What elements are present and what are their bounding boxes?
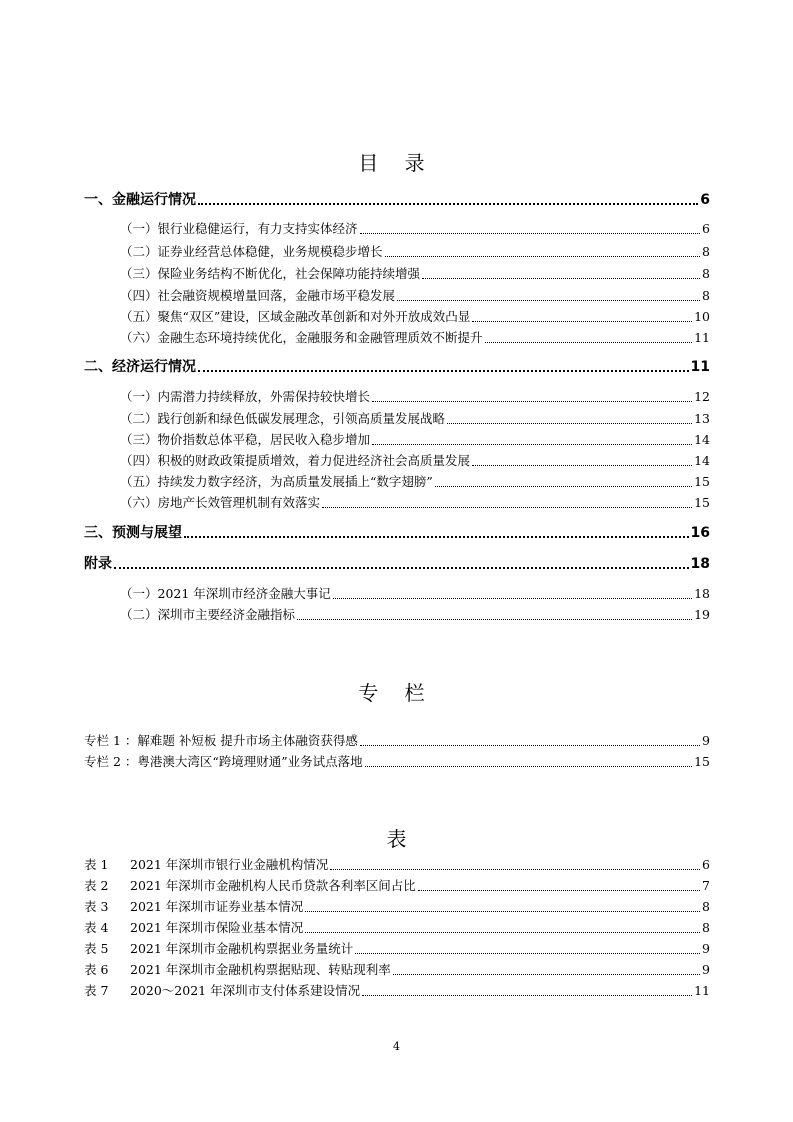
toc-item-1-2[interactable] (120, 244, 710, 260)
section-page: 6 (700, 192, 710, 208)
leader-dots (198, 370, 689, 372)
toc-item-2-5[interactable] (120, 474, 710, 490)
item-page: 9 (702, 941, 710, 956)
toc-section-3[interactable] (84, 525, 710, 541)
leader-dots (305, 911, 700, 912)
table-item-3[interactable] (84, 899, 710, 915)
item-text (84, 857, 328, 873)
leader-dots (372, 401, 692, 402)
item-text: （一）2021 年深圳市经济金融大事记 (120, 586, 331, 601)
item-page: 8 (702, 266, 710, 281)
item-text: （二）证券业经营总体稳健，业务规模稳步增长 (120, 244, 383, 259)
leader-dots (184, 536, 689, 538)
item-text (84, 899, 303, 915)
item-page: 6 (702, 857, 710, 872)
section-title: 三、预测与展望 (84, 525, 182, 541)
toc-item-2-6[interactable] (120, 495, 710, 511)
toc-section-1[interactable] (84, 192, 710, 208)
item-text: （一）内需潜力持续释放，外需保持较快增长 (120, 389, 371, 404)
leader-dots (360, 745, 700, 746)
leader-dots (435, 486, 692, 487)
leader-dots (372, 444, 692, 445)
section-page: 11 (690, 359, 710, 375)
item-label: 表 7 (84, 983, 109, 998)
table-item-6[interactable] (84, 962, 710, 978)
leader-dots (198, 203, 698, 205)
tables-title: 表 (386, 827, 407, 851)
item-text: （五）聚焦“双区”建设，区域金融改革创新和对外开放成效凸显 (120, 309, 471, 324)
toc-title: 目 录 (358, 151, 435, 175)
item-page: 11 (694, 983, 710, 998)
column-item-1[interactable] (84, 733, 710, 749)
leader-dots (305, 932, 700, 933)
leader-dots (422, 278, 700, 279)
section-page: 18 (690, 556, 710, 572)
item-text: （三）保险业务结构不断优化，社会保障功能持续增强 (120, 266, 421, 281)
item-label: 表 6 (84, 962, 109, 977)
section-title: 二、经济运行情况 (84, 359, 196, 375)
item-page: 15 (694, 754, 710, 769)
item-page: 7 (702, 878, 710, 893)
leader-dots (472, 321, 692, 322)
toc-item-2-1[interactable] (120, 389, 710, 405)
item-text (84, 962, 391, 978)
toc-item-2-2[interactable] (120, 411, 710, 427)
item-page: 9 (702, 733, 710, 748)
leader-dots (355, 953, 700, 954)
item-label: 表 4 (84, 920, 109, 935)
item-page: 8 (702, 899, 710, 914)
leader-dots (397, 300, 700, 301)
item-page: 10 (694, 309, 710, 324)
item-title: 2021 年深圳市金融机构人民币贷款各利率区间占比 (130, 878, 416, 893)
column-item-2[interactable] (84, 754, 710, 770)
item-page: 8 (702, 244, 710, 259)
leader-dots (114, 567, 689, 569)
leader-dots (297, 619, 692, 620)
item-page: 14 (694, 432, 710, 447)
toc-item-1-3[interactable] (120, 266, 710, 282)
item-page: 12 (694, 389, 710, 404)
leader-dots (472, 465, 692, 466)
item-label: 表 1 (84, 857, 109, 872)
item-title: 2021 年深圳市金融机构票据贴现、转贴现利率 (130, 962, 391, 977)
item-text: 专栏 1 ：解难题 补短板 提升市场主体融资获得感 (84, 733, 358, 748)
item-page: 9 (702, 962, 710, 977)
leader-dots (393, 974, 700, 975)
item-label: 表 2 (84, 878, 109, 893)
item-text: （四）积极的财政政策提质增效，着力促进经济社会高质量发展 (120, 453, 471, 468)
item-text (84, 920, 303, 936)
item-page: 13 (694, 411, 710, 426)
columns-title: 专 栏 (358, 681, 435, 705)
item-text (84, 941, 353, 957)
item-page: 8 (702, 920, 710, 935)
toc-section-2[interactable] (84, 359, 710, 375)
item-title: 2021 年深圳市保险业基本情况 (130, 920, 304, 935)
toc-item-1-5[interactable] (120, 309, 710, 325)
item-text: （二）深圳市主要经济金融指标 (120, 607, 296, 622)
page-number: 4 (393, 1040, 400, 1053)
item-page: 15 (694, 495, 710, 510)
toc-item-4-2[interactable] (120, 607, 710, 623)
leader-dots (447, 423, 692, 424)
leader-dots (418, 890, 700, 891)
table-item-1[interactable] (84, 857, 710, 873)
item-text: （一）银行业稳健运行，有力支持实体经济 (120, 221, 358, 236)
leader-dots (362, 995, 692, 996)
item-text (84, 983, 360, 999)
leader-dots (360, 233, 701, 234)
item-label: 表 5 (84, 941, 109, 956)
item-page: 15 (694, 474, 710, 489)
table-item-2[interactable] (84, 878, 710, 894)
item-text (84, 878, 416, 894)
leader-dots (322, 507, 692, 508)
item-text: （六）金融生态环境持续优化，金融服务和金融管理质效不断提升 (120, 330, 483, 345)
item-text: （三）物价指数总体平稳，居民收入稳步增加 (120, 432, 371, 447)
item-text: 专栏 2 ：粤港澳大湾区“跨境理财通”业务试点落地 (84, 754, 363, 769)
item-page: 6 (702, 221, 710, 236)
item-page: 19 (694, 607, 710, 622)
leader-dots (385, 256, 701, 257)
item-page: 18 (694, 586, 710, 601)
item-label: 表 3 (84, 899, 109, 914)
item-text: （六）房地产长效管理机制有效落实 (120, 495, 321, 510)
item-text: （二）践行创新和绿色低碳发展理念，引领高质量发展战略 (120, 411, 446, 426)
item-title: 2020～2021 年深圳市支付体系建设情况 (130, 983, 361, 998)
leader-dots (365, 766, 692, 767)
table-item-5[interactable] (84, 941, 710, 957)
item-text: （五）持续发力数字经济，为高质量发展插上“数字翅膀” (120, 474, 433, 489)
item-page: 11 (694, 330, 710, 345)
toc-item-4-1[interactable] (120, 586, 710, 602)
item-title: 2021 年深圳市银行业金融机构情况 (130, 857, 329, 872)
toc-section-appendix[interactable] (84, 556, 710, 572)
leader-dots (485, 342, 693, 343)
item-title: 2021 年深圳市证券业基本情况 (130, 899, 304, 914)
section-title: 一、金融运行情况 (84, 192, 196, 208)
leader-dots (330, 869, 700, 870)
toc-item-1-6[interactable] (120, 330, 710, 346)
item-text: （四）社会融资规模增量回落，金融市场平稳发展 (120, 288, 396, 303)
toc-item-2-3[interactable] (120, 432, 710, 448)
table-item-4[interactable] (84, 920, 710, 936)
table-item-7[interactable] (84, 983, 710, 999)
toc-item-1-4[interactable] (120, 288, 710, 304)
leader-dots (333, 598, 692, 599)
section-page: 16 (690, 525, 710, 541)
item-page: 14 (694, 453, 710, 468)
toc-item-2-4[interactable] (120, 453, 710, 469)
item-title: 2021 年深圳市金融机构票据业务量统计 (130, 941, 354, 956)
item-page: 8 (702, 288, 710, 303)
toc-item-1-1[interactable] (120, 221, 710, 237)
section-title: 附录 (84, 556, 112, 572)
